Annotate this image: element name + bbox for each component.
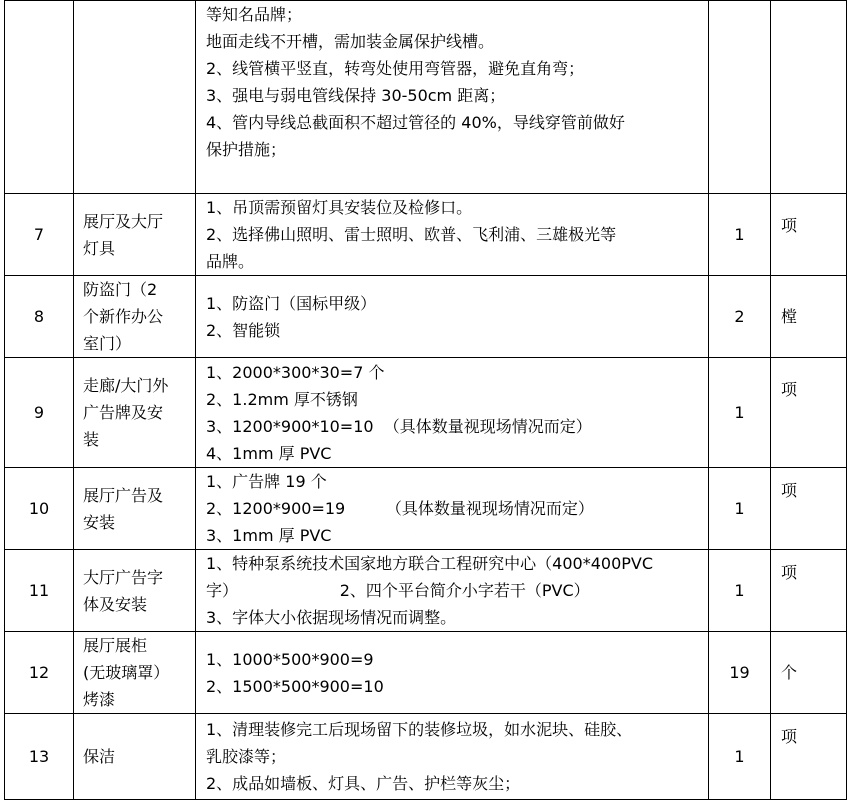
description-line: 4、管内导线总截面积不超过管径的 40%，导线穿管前做好 [206, 113, 625, 132]
table-row [5, 632, 847, 714]
description-line: 2、成品如墙板、灯具、广告、护栏等灰尘； [206, 774, 521, 793]
item-unit: 项 [771, 714, 847, 800]
item-unit: 项 [771, 358, 847, 468]
description-line: 1、特种泵系统技术国家地方联合工程研究中心（400*400PVC [206, 554, 654, 573]
item-number: 12 [5, 632, 74, 714]
item-quantity: 19 [709, 632, 771, 714]
item-description [196, 632, 709, 714]
table-row [5, 550, 847, 632]
item-name-cell [74, 550, 196, 632]
table-row [5, 276, 847, 358]
item-name: 防盗门（2个新作办公室门） [83, 280, 164, 353]
item-unit: 项 [771, 468, 847, 550]
item-quantity: 1 [709, 468, 771, 550]
description-line: 3、字体大小依据现场情况而调整。 [206, 608, 457, 627]
description-line: 1、防盗门（国标甲级） [206, 293, 377, 313]
table-row [5, 1, 847, 194]
description-line: 1、广告牌 19 个 [206, 472, 327, 491]
item-number: 13 [5, 714, 74, 800]
description-line: 2、选择佛山照明、雷士照明、欧普、飞利浦、三雄极光等 [206, 225, 617, 244]
description-line: 2、1500*500*900=10 [206, 676, 384, 696]
description-line: 1、吊顶需预留灯具安装位及检修口。 [206, 198, 473, 217]
item-description [196, 1, 709, 194]
item-name: 走廊/大门外广告牌及安装 [83, 376, 169, 449]
item-unit: 樘 [771, 276, 847, 358]
item-name-cell [74, 276, 196, 358]
item-quantity: 1 [709, 358, 771, 468]
item-unit [771, 1, 847, 194]
item-quantity: 1 [709, 194, 771, 276]
description-line: 3、1mm 厚 PVC [206, 526, 332, 545]
description-line: 2、智能锁 [206, 320, 281, 340]
description-line: 4、1mm 厚 PVC [206, 443, 332, 463]
table-row [5, 358, 847, 468]
item-name: 保洁 [83, 747, 116, 766]
item-name-cell [74, 194, 196, 276]
table-row [5, 714, 847, 800]
item-quantity: 1 [709, 714, 771, 800]
item-number: 7 [5, 194, 74, 276]
item-description [196, 550, 709, 632]
item-description [196, 714, 709, 800]
item-name-cell [74, 632, 196, 714]
item-description [196, 276, 709, 358]
description-line: 1、清理装修完工后现场留下的装修垃圾，如水泥块、硅胶、 [206, 720, 633, 739]
table-row [5, 468, 847, 550]
description-line: 2、1.2mm 厚不锈钢 [206, 389, 358, 409]
description-line: 3、强电与弱电管线保持 30-50cm 距离； [206, 86, 506, 105]
item-name-cell [74, 1, 196, 194]
description-line: 乳胶漆等； [206, 747, 287, 766]
description-line: 2、1200*900=19 （具体数量视现场情况而定） [206, 499, 594, 518]
item-description [196, 194, 709, 276]
spec-table [4, 0, 847, 800]
item-name-cell [74, 714, 196, 800]
item-description [196, 468, 709, 550]
item-name: 展厅广告及安装 [83, 485, 164, 532]
item-number: 9 [5, 358, 74, 468]
item-name: 展厅及大厅灯具 [83, 211, 164, 258]
description-line: 字） 2、四个平台简介小字若干（PVC） [206, 581, 590, 600]
description-line: 1、2000*300*30=7 个 [206, 362, 385, 382]
item-name-cell [74, 358, 196, 468]
table-row [5, 194, 847, 276]
item-name: 大厅广告字体及安装 [83, 567, 164, 614]
description-line: 1、1000*500*900=9 [206, 649, 374, 669]
item-unit: 项 [771, 550, 847, 632]
item-number: 8 [5, 276, 74, 358]
description-line: 等知名品牌； [206, 5, 303, 24]
item-number: 10 [5, 468, 74, 550]
item-unit: 个 [771, 632, 847, 714]
item-quantity: 2 [709, 276, 771, 358]
item-description [196, 358, 709, 468]
description-line: 地面走线不开槽，需加装金属保护线槽。 [206, 32, 495, 51]
item-name: 展厅展柜(无玻璃罩）烤漆 [83, 636, 162, 709]
item-number [5, 1, 74, 194]
item-number: 11 [5, 550, 74, 632]
item-quantity: 1 [709, 550, 771, 632]
description-line: 3、1200*900*10=10 （具体数量视现场情况而定） [206, 416, 592, 436]
item-name-cell [74, 468, 196, 550]
spec-table-body [5, 1, 847, 800]
item-unit: 项 [771, 194, 847, 276]
description-line: 品牌。 [206, 252, 255, 271]
item-quantity [709, 1, 771, 194]
description-line: 2、线管横平竖直，转弯处使用弯管器，避免直角弯； [206, 59, 585, 78]
description-line: 保护措施； [206, 140, 287, 159]
